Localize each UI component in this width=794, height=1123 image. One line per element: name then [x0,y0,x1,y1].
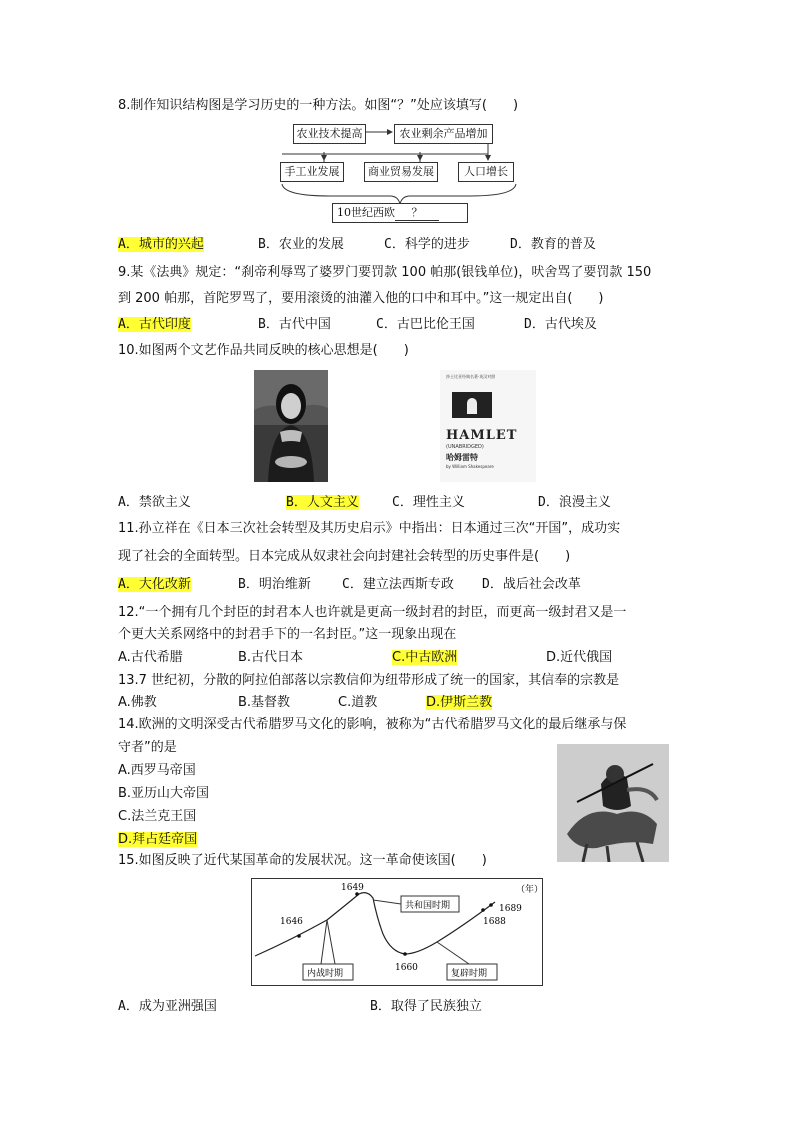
q12-option-d[interactable]: D.近代俄国 [546,650,613,665]
q11-option-d[interactable]: D．战后社会改革 [482,577,581,592]
diagram-box-handicraft: 手工业发展 [280,162,344,182]
q8-stem: 8.制作知识结构图是学习历史的一种方法。如图“？”处应该填写( ) [118,98,519,113]
q8-option-b[interactable]: B．农业的发展 [258,237,344,252]
chart-unit: （年） [516,885,543,895]
hamlet-cover-art [452,392,492,418]
chart-label-1689: 1689 [499,904,522,914]
q12-option-c-label: C.中古欧洲 [392,650,458,665]
diagram-box6-blank: ？ [395,206,439,221]
diagram-box-population: 人口增长 [458,162,514,182]
hamlet-title: HAMLET [446,428,518,443]
q10-option-a[interactable]: A．禁欲主义 [118,495,191,510]
diagram-box-commerce: 商业贸易发展 [364,162,438,182]
q12-line1: 12.“一个拥有几个封臣的封君本人也许就是更高一级封君的封臣，而更高一级封君又是一 [118,605,627,620]
hamlet-header: 莎士比亚经典名著·英汉对照 [446,374,496,379]
hamlet-cn-title: 哈姆雷特 [446,453,478,462]
q9-line2: 到 200 帕那，首陀罗骂了，要用滚烫的油灌入他的口中和耳中。”这一规定出自( ) [118,291,604,306]
q9-option-a-label: A．古代印度 [118,317,191,332]
q10-option-b-label: B．人文主义 [286,495,359,510]
q15-stem: 15.如图反映了近代某国革命的发展状况。这一革命使该国( ) [118,853,487,868]
q13-option-b[interactable]: B.基督教 [238,695,291,710]
q10-option-b[interactable] [286,494,359,512]
q13-option-a[interactable]: A.佛教 [118,695,157,710]
q14-option-c[interactable]: C.法兰克王国 [118,809,197,824]
q14-line1: 14.欧洲的文明深受古代希腊罗马文化的影响，被称为“古代希腊罗马文化的最后继承与保 [118,717,627,732]
q14-option-d[interactable] [118,831,197,849]
hamlet-sub: (UNABRIDGED) [446,444,484,450]
diagram-box-west-europe [332,203,468,223]
q12-line2: 个更大关系网络中的封君手下的一名封臣。”这一现象出现在 [118,627,457,642]
q10-stem: 10.如图两个文艺作品共同反映的核心思想是( ) [118,343,409,358]
chart-label-neizhan: 内战时期 [307,969,344,979]
q8-option-a-label: A．城市的兴起 [118,237,204,252]
q8-option-c[interactable]: C．科学的进步 [384,237,470,252]
q9-option-c[interactable]: C．古巴比伦王国 [376,317,475,332]
hamlet-author: by William Shakespeare [446,464,494,469]
q15-option-a[interactable]: A．成为亚洲强国 [118,999,217,1014]
q11-option-a-label: A．大化改新 [118,577,191,592]
q8-option-a[interactable] [118,236,204,254]
q11-option-b[interactable]: B．明治维新 [238,577,311,592]
chart-label-1688: 1688 [483,917,506,927]
q12-option-c[interactable] [392,649,457,667]
q11-option-c[interactable]: C．建立法西斯专政 [342,577,454,592]
q15-option-b[interactable]: B．取得了民族独立 [370,999,482,1014]
q9-option-a[interactable] [118,316,191,334]
q13-option-c[interactable]: C.道教 [338,695,378,710]
q11-line1: 11.孙立祥在《日本三次社会转型及其历史启示》中指出：日本通过三次“开国”，成功实 [118,521,621,536]
chart-label-1646: 1646 [280,917,303,927]
q13-stem: 13.7 世纪初，分散的阿拉伯部落以宗教信仰为纽带形成了统一的国家，其信奉的宗教是 [118,673,620,688]
q12-option-a[interactable]: A.古代希腊 [118,650,183,665]
byzantine-knight-image [557,744,669,862]
q14-option-d-label: D.拜占廷帝国 [118,832,198,847]
diagram-box6-prefix: 10世纪西欧 [337,206,395,219]
diagram-box-agri-tech: 农业技术提高 [293,124,366,144]
q8-option-d[interactable]: D．教育的普及 [510,237,596,252]
q10-option-d[interactable]: D．浪漫主义 [538,495,611,510]
q15-revolution-chart [251,878,543,986]
diagram-box-surplus: 农业剩余产品增加 [394,124,493,144]
chart-label-1660: 1660 [395,963,418,973]
q11-option-a[interactable] [118,576,191,594]
q9-option-d[interactable]: D．古代埃及 [524,317,597,332]
q14-option-a[interactable]: A.西罗马帝国 [118,763,196,778]
q9-option-b[interactable]: B．古代中国 [258,317,331,332]
q9-line1: 9.某《法典》规定：“刹帝利辱骂了婆罗门要罚款 100 帕那(银钱单位)，吠舍骂了要罚款 150 [118,265,652,280]
q12-option-b[interactable]: B.古代日本 [238,650,304,665]
mona-lisa-image [254,370,328,482]
chart-label-gonghe: 共和国时期 [405,901,451,911]
chart-label-1649: 1649 [341,883,364,893]
q14-line2: 守者”的是 [118,740,177,755]
q13-option-d[interactable] [426,694,492,712]
q11-line2: 现了社会的全面转型。日本完成从奴隶社会向封建社会转型的历史事件是( ) [118,549,571,564]
q14-option-b[interactable]: B.亚历山大帝国 [118,786,210,801]
chart-label-fubi: 复辟时期 [451,969,488,979]
hamlet-book-cover [440,370,536,482]
q13-option-d-label: D.伊斯兰教 [426,695,493,710]
q10-option-c[interactable]: C．理性主义 [392,495,465,510]
